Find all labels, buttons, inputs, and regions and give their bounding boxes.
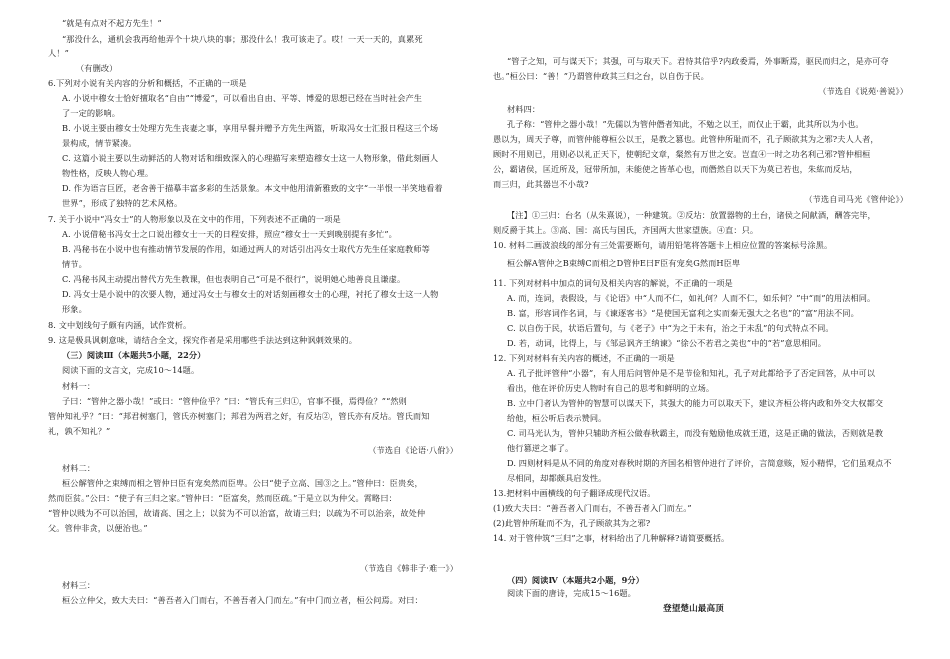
option-b: B. 小说主要由穆女士处理方先生丧妻之事，享用早餐并赠予方先生两篮，听取冯女士汇报日程这三个场 (62, 123, 439, 133)
text-line: “管仲以贱为不可以治国，故请高、国之上；以贫为不可以治富，故请三归；以疏为不可以治亲，故处仲 (48, 508, 426, 518)
text-line: 然而臣贫。”公曰：“使子有三归之家。”管仲曰：“臣富矣，然而臣疏。”于是立以为仲父。霄略曰： (48, 493, 397, 503)
material-label: 材料二： (62, 463, 96, 473)
material-label: 材料一： (62, 381, 96, 391)
text-line: 情节。 (62, 259, 87, 269)
text-line: 形象。 (62, 304, 87, 314)
text-line: 景构成，情节紧凑。 (62, 138, 137, 148)
text-line: “就是有点对不起方先生！” (62, 18, 162, 28)
section-heading: （三）阅读Ⅲ（本题共5小题，22分） (62, 350, 206, 360)
option-b: B. 富，形容词作名词，与《谏逐客书》“是使国无富利之实而秦无强大之名也”的“富”用法不同。 (507, 308, 859, 318)
text-line: 尽相同，却都颇具启发性。 (507, 473, 607, 483)
sub-question: (1)致大夫曰：“善吾者入门而右，不善吾者入门而左。” (493, 503, 692, 513)
option-c: C. 这篇小说主要以生动鲜活的人物对话和细致深入的心理描写来塑造穆女士这一人物形象，借此刻画人 (62, 153, 439, 163)
option-a: A. 小说借秘书冯女士之口说出穆女士一天的日程安排，照应“穆女士一天到晚别提有多忙”。 (62, 229, 397, 239)
text-line: 人！” (48, 48, 69, 58)
question-6: 6.下列对小说有关内容的分析和概括，不正确的一项是 (48, 78, 247, 88)
source-note: （节选自司马光《管仲论》） (804, 194, 908, 204)
text-line: “管子之知，可与谋天下；其强，可与取天下。君恃其信乎?内政委焉，外事断焉，驱民而归之，是亦可夺 (507, 56, 889, 66)
text-line: 公，霸诸侯，匡近所及，冠带所加，未能使之皆革心也，而僭然自以天下为莫已若也，朱紘而反坫， (493, 164, 858, 174)
section-heading: （四）阅读Ⅳ（本题共2小题，9分） (507, 575, 645, 585)
section-instruction: 阅读下面的文言文，完成10～14题。 (62, 365, 200, 375)
text-line: 父。管仲非贪，以便治也。” (48, 523, 148, 533)
source-note: （节选自《论语·八佾》） (368, 445, 458, 455)
text-line: 礼，孰不知礼？” (48, 426, 111, 436)
question-14: 14. 对于管仲筑“三归”之事，材料给出了几种解释?请简要概括。 (493, 533, 730, 543)
source-note: （有删改） (76, 63, 118, 73)
text-line: 了一定的影响。 (62, 108, 121, 118)
text-line: 世界”，形成了独特的艺术风格。 (62, 198, 183, 208)
text-line: 物性格，反映人物心理。 (62, 168, 154, 178)
question-7: 7. 关于小说中“冯女士”的人物形象以及在文中的作用，下列表述不正确的一项是 (48, 214, 341, 224)
option-b: B. 冯秘书在小说中也有推动情节发展的作用，如通过两人的对话引出冯女士取代方先生任家庭教师等 (62, 244, 430, 254)
option-a: A. 而，连词，表假设，与《论语》中“人而不仁，如礼何？人而不仁，如乐何？”中“而”的用法相同。 (507, 293, 876, 303)
option-d: D. 若，动词，比得上，与《邹忌讽齐王纳谏》“徐公不若君之美也”中的“若”意思相同。 (507, 338, 826, 348)
question-10: 10. 材料二画波浪线的部分有三处需要断句，请用铅笔将答题卡上相应位置的答案标号涂黑。 (493, 240, 833, 250)
material-label: 材料三： (62, 580, 96, 590)
sub-question: (2)此管仲所耻而不为，孔子顾欲其为之邪? (493, 518, 651, 528)
text-line: 孔子称：“管仲之器小哉！”先儒以为管仲僭者知此，不勉之以王，而仅止于霸，此其所以为小也。 (507, 119, 864, 129)
source-note: （节选自《说苑·善说》） (818, 86, 908, 96)
question-11: 11. 下列对材料中加点的词句及相关内容的解说，不正确的一项是 (493, 278, 733, 288)
option-c: C. 冯秘书风主动提出替代方先生教课，但也表明自己“可是不很行”，说明她心地善良且谦虚。 (62, 274, 406, 284)
text-line: 桓公立仲父，致大夫曰：“善吾者入门而右，不善吾者入门而左。”有中门而立者，桓公问焉。对曰： (62, 595, 423, 605)
text-line: 给他，桓公听后表示赞同。 (507, 413, 607, 423)
option-a: A. 孔子批评管仲“小器”，有人用后问管仲是不是节俭和知礼，孔子对此都给予了否定回答，从中可以 (507, 368, 876, 378)
poem-title: 登望楚山最高顶 (663, 604, 724, 614)
annotation-note: 【注】①三归：台名（从朱熹说），一种建筑。②反坫：放置器物的土台，诸侯之间献酒，酬答完毕， (507, 210, 876, 220)
source-note: （节选自《韩非子·难一》） (359, 563, 458, 573)
text-line: 桓公解管仲之束缚而相之管仲曰臣有宠矣然而臣卑。公曰“使子立高、国③之上。”管仲曰：臣贵矣， (62, 478, 423, 488)
section-instruction: 阅读下面的唐诗，完成15～16题。 (507, 588, 636, 598)
material-label: 材料四： (507, 104, 541, 114)
annotation-note: 则反爵于其上。③高、国：高氏与国氏，齐国两大世家望族。④直：只。 (493, 225, 759, 235)
option-d: D. 作为语言巨匠，老舍善于描摹丰富多彩的生活景象。本文中他用清新雅致的文字“一半恨一半笑地看着 (62, 183, 443, 193)
question-9: 9. 这是极具讽刺意味，请结合全文，探究作者是采用哪些手法达到这种讽刺效果的。 (48, 335, 358, 345)
text-line: 子曰：“管仲之器小哉！”或曰：“管仲俭乎？”曰：“管氏有三归①，官事不摄，焉得俭？”“然则 (62, 396, 407, 406)
text-line: 而三归，此其器岂不小哉? (493, 179, 589, 189)
text-line: 管仲知礼乎？”曰：“邦君树塞门，管氏亦树塞门；邦君为两君之好，有反坫②，管氏亦有反坫。管氏而知 (48, 411, 430, 421)
text-line: 愚以为，周天子尊，而管仲能尊桓公以王，是教之篡也。此管仲所耻而不，孔子顾欲其为之邪?夫人人者， (493, 134, 879, 144)
text-line: 他行篡逆之事了。 (507, 443, 574, 453)
option-b: B. 立中门者认为管仲的智慧可以谋天下，其强大的能力可以取天下，建议齐桓公将内政和外交大权都交 (507, 398, 884, 408)
question-13: 13.把材料中画横线的句子翻译成现代汉语。 (493, 488, 656, 498)
answer-options: 桓公解A管仲之B束缚C而相之D管仲E曰F臣有宠矣G然而H臣卑 (507, 258, 741, 268)
text-line: “那没什么，通机会我再给他弄个十块八块的事；那没什么！我可该走了。哎！一天一天的，真累死 (62, 34, 423, 44)
option-d: D. 四则材料是从不同的角度对春秋时期的齐国名相管仲进行了评价，言简意赅，短小精悍，它们虽观点不 (507, 458, 892, 468)
option-d: D. 冯女士是小说中的次要人物，通过冯女士与穆女士的对话刻画穆女士的心理，衬托了穆女士这一人物 (62, 289, 439, 299)
text-line: 顾时不用则已，用则必以礼正天下，使朝纪文章，粲然有万世之安。岂直④一时之功名利己邪?管仲相桓 (493, 149, 871, 159)
text-line: 看出，他在评价历史人物时有自己的思考和鲜明的立场。 (507, 383, 715, 393)
text-line: 也。”桓公曰：“善！”乃谓管仲政其三归之台，以自伤于民。 (493, 71, 709, 81)
option-c: C. 司马光认为，管仲只辅助齐桓公做春秋霸主，而没有勉励他成就王道，这是正确的做法，否则就是教 (507, 428, 884, 438)
option-a: A. 小说中穆女士恰好擅取名“自由”“博爱”，可以看出自由、平等、博爱的思想已经在当时社会产生 (62, 93, 423, 103)
option-c: C. 以自伤于民，状语后置句，与《老子》中“为之于未有，治之于未乱”的句式特点不同。 (507, 323, 834, 333)
question-8: 8. 文中划线句子颇有内涵，试作赏析。 (48, 320, 192, 330)
question-12: 12. 下列对材料有关内容的概述，不正确的一项是 (493, 353, 675, 363)
